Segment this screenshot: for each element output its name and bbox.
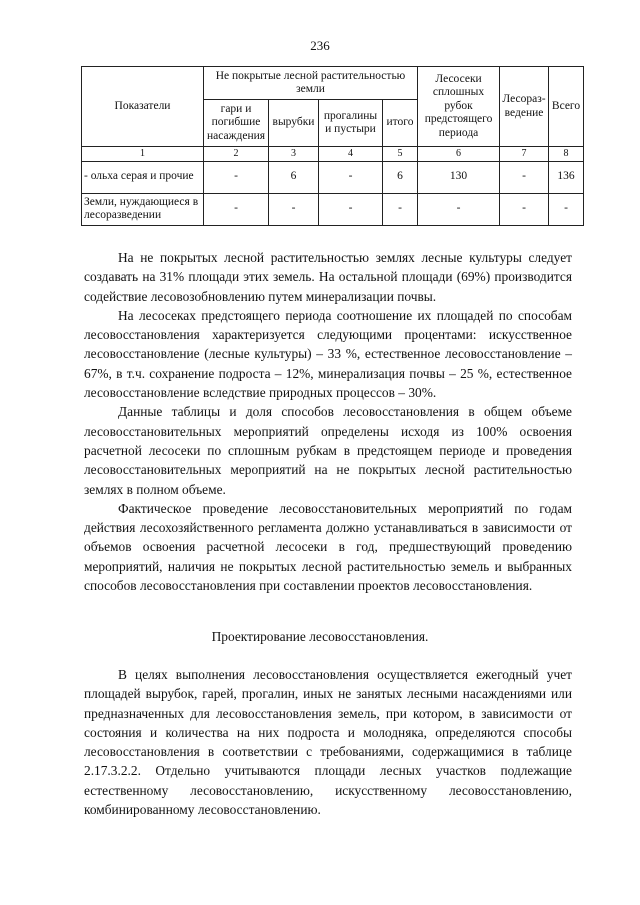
table-row [82, 161, 584, 193]
table-cell: - [204, 161, 269, 193]
paragraph: Фактическое проведение лесовосстановительных мероприятий по годам действия лесохозяйственного регламента должно устанавливаться в зависимости от объемов освоения расчетной лесосеки в год, предшествующий проведению мероприятий, наличия не покрытых лесной растительностью земель и выбранных способов лесовосстановления при составлении проектов лесовосстановления. [84, 500, 572, 594]
column-number: 7 [500, 147, 549, 162]
table-cell: - [319, 193, 383, 225]
table-cell: - [549, 193, 584, 225]
paragraph: На лесосеках предстоящего периода соотношение их площадей по способам лесовосстановления характеризуется следующими процентами: искусственное лесовосстановление (лесные культуры) – 33 %, естественное лесовосстановление – 67%, в т.ч. сохранение подроста – 12%, минерализация почвы – 25 %, естественное лесовосстановление вследствие природных процессов – 30%. [84, 307, 572, 401]
body-text-section-1 [84, 248, 572, 595]
column-number: 4 [319, 147, 383, 162]
section-heading: Проектирование лесовосстановления. [211, 629, 429, 644]
header-burned: гари и погибшие насаждения [204, 100, 269, 147]
table-cell: - [204, 193, 269, 225]
table-cell: - [383, 193, 418, 225]
header-total: Всего [549, 67, 584, 147]
header-felling-areas: Лесосеки сплошных рубок предстоящего периода [418, 67, 500, 147]
header-not-covered: Не покрытые лесной растительностью земли [204, 67, 418, 100]
table-cell: 6 [269, 161, 319, 193]
paragraph: В целях выполнения лесовосстановления осуществляется ежегодный учет площадей вырубок, гарей, прогалин, иных не занятых лесными насаждениями или предназначенных для лесовосстановления земель, при котором, в зависимости от состояния и количества на них подроста и молодняка, определяются способы лесовосстановления в соответствии с требованиями, содержащимися в таблице 2.17.3.2.2. Отдельно учитываются площади лесных участков подлежащие естественному лесовосстановлению, искусственному лесовосстановлению, комбинированному лесовосстановлению. [84, 667, 572, 818]
header-glades: прогалины и пустыри [319, 100, 383, 147]
table-cell: 6 [383, 161, 418, 193]
row-label: Земли, нуждающиеся в лесоразведении [82, 193, 204, 225]
paragraph: На не покрытых лесной растительностью землях лесные культуры следует создавать на 31% площади этих земель. На остальной площади (69%) производится содействие лесовозобновлению путем минерализации почвы. [84, 250, 572, 304]
column-number: 1 [82, 147, 204, 162]
header-subtotal: итого [383, 100, 418, 147]
table-cell: - [500, 193, 549, 225]
body-text-section-2 [84, 665, 572, 819]
row-label: - ольха серая и прочие [82, 161, 204, 193]
paragraph: Данные таблицы и доля способов лесовосстановления в общем объеме лесовосстановительных мероприятий определены исходя из 100% освоения расчетной лесосеки по сплошным рубкам в предстоящем периоде и проведения лесовосстановительных мероприятий на не покрытых лесной растительностью землях в полном объеме. [84, 404, 572, 497]
table-cell: - [418, 193, 500, 225]
column-number: 6 [418, 147, 500, 162]
column-number: 2 [204, 147, 269, 162]
table-cell: - [500, 161, 549, 193]
table-cell: - [269, 193, 319, 225]
column-number: 3 [269, 147, 319, 162]
header-indicators: Показатели [82, 67, 204, 147]
column-number: 8 [549, 147, 584, 162]
table-cell: - [319, 161, 383, 193]
column-number: 5 [383, 147, 418, 162]
table-row [82, 193, 584, 225]
table-cell: 136 [549, 161, 584, 193]
table-cell: 130 [418, 161, 500, 193]
page-number: 236 [310, 38, 330, 53]
header-reforestation: Лесораз-ведение [500, 67, 549, 147]
reforestation-table [81, 66, 584, 226]
header-clearcuts: вырубки [269, 100, 319, 147]
